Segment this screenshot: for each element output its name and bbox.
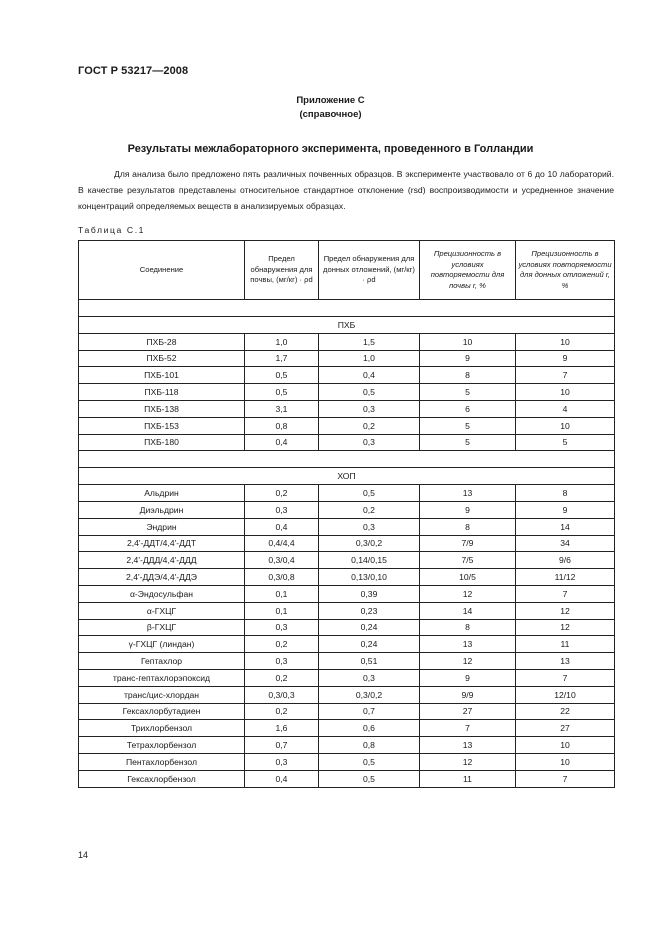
compound-cell: 2,4'-ДДТ/4,4'-ДДТ xyxy=(79,535,245,552)
value-cell: 0,39 xyxy=(319,585,420,602)
value-cell: 27 xyxy=(516,720,615,737)
value-cell: 0,3 xyxy=(245,653,319,670)
value-cell: 10 xyxy=(420,333,516,350)
table-row xyxy=(79,653,615,670)
value-cell: 8 xyxy=(420,518,516,535)
table-row xyxy=(79,485,615,502)
table-row xyxy=(79,417,615,434)
value-cell: 10 xyxy=(516,753,615,770)
value-cell: 12/10 xyxy=(516,686,615,703)
table-row xyxy=(79,585,615,602)
value-cell: 0,8 xyxy=(319,737,420,754)
column-header: Прецизионность в условиях повторяемости для почвы r, % xyxy=(420,241,516,300)
compound-cell: транс/цис-хлордан xyxy=(79,686,245,703)
value-cell: 7 xyxy=(516,669,615,686)
value-cell: 7 xyxy=(516,585,615,602)
table-row xyxy=(79,737,615,754)
value-cell: 0,2 xyxy=(245,636,319,653)
compound-cell: Диэльдрин xyxy=(79,501,245,518)
compound-cell: Пентахлорбензол xyxy=(79,753,245,770)
compound-cell: Альдрин xyxy=(79,485,245,502)
value-cell: 0,23 xyxy=(319,602,420,619)
annex-subtitle: (справочное) xyxy=(299,109,362,120)
value-cell: 0,5 xyxy=(245,384,319,401)
value-cell: 9 xyxy=(420,669,516,686)
table-body xyxy=(79,300,615,788)
compound-cell: γ-ГХЦГ (линдан) xyxy=(79,636,245,653)
table-row xyxy=(79,636,615,653)
value-cell: 5 xyxy=(420,417,516,434)
table-row xyxy=(79,669,615,686)
table-row xyxy=(79,501,615,518)
value-cell: 0,3 xyxy=(245,619,319,636)
table-row xyxy=(79,602,615,619)
annex-title: Приложение С xyxy=(296,95,365,106)
value-cell: 22 xyxy=(516,703,615,720)
compound-cell: ПХБ-153 xyxy=(79,417,245,434)
table-row xyxy=(79,400,615,417)
value-cell: 10 xyxy=(516,384,615,401)
value-cell: 0,7 xyxy=(245,737,319,754)
compound-cell: 2,4'-ДДЭ/4,4'-ДДЭ xyxy=(79,569,245,586)
table-row xyxy=(79,720,615,737)
value-cell: 5 xyxy=(516,434,615,451)
value-cell: 0,5 xyxy=(245,367,319,384)
compound-cell: ПХБ-101 xyxy=(79,367,245,384)
section-heading: Результаты межлабораторного эксперимента, проведенного в Голландии xyxy=(127,143,534,155)
table-row xyxy=(79,367,615,384)
value-cell: 0,5 xyxy=(319,753,420,770)
table-row xyxy=(79,535,615,552)
value-cell: 1,7 xyxy=(245,350,319,367)
table-header-row xyxy=(79,241,615,300)
value-cell: 0,4 xyxy=(245,434,319,451)
value-cell: 7/5 xyxy=(420,552,516,569)
value-cell: 0,1 xyxy=(245,585,319,602)
value-cell: 0,14/0,15 xyxy=(319,552,420,569)
value-cell: 9 xyxy=(516,501,615,518)
value-cell: 10 xyxy=(516,417,615,434)
value-cell: 27 xyxy=(420,703,516,720)
group-label: ПХБ xyxy=(79,316,615,333)
value-cell: 0,6 xyxy=(319,720,420,737)
value-cell: 7 xyxy=(420,720,516,737)
table-row xyxy=(79,552,615,569)
value-cell: 11 xyxy=(420,770,516,787)
value-cell: 0,5 xyxy=(319,384,420,401)
value-cell: 10/5 xyxy=(420,569,516,586)
compound-cell: ПХБ-28 xyxy=(79,333,245,350)
value-cell: 8 xyxy=(420,367,516,384)
compound-cell: ПХБ-118 xyxy=(79,384,245,401)
value-cell: 0,4 xyxy=(319,367,420,384)
value-cell: 14 xyxy=(516,518,615,535)
compound-cell: α-ГХЦГ xyxy=(79,602,245,619)
compound-cell: Гексахлорбутадиен xyxy=(79,703,245,720)
value-cell: 1,0 xyxy=(319,350,420,367)
value-cell: 0,3/0,2 xyxy=(319,686,420,703)
compound-cell: ПХБ-138 xyxy=(79,400,245,417)
value-cell: 0,4/4,4 xyxy=(245,535,319,552)
column-header: Соединение xyxy=(79,241,245,300)
value-cell: 0,3/0,4 xyxy=(245,552,319,569)
compound-cell: 2,4'-ДДД/4,4'-ДДД xyxy=(79,552,245,569)
value-cell: 12 xyxy=(420,753,516,770)
value-cell: 13 xyxy=(420,636,516,653)
value-cell: 13 xyxy=(420,485,516,502)
value-cell: 11 xyxy=(516,636,615,653)
results-table xyxy=(78,240,615,788)
table-row xyxy=(79,434,615,451)
value-cell: 0,24 xyxy=(319,619,420,636)
compound-cell: Тетрахлорбензол xyxy=(79,737,245,754)
spacer-row xyxy=(79,300,615,317)
table-row xyxy=(79,518,615,535)
page-number: 14 xyxy=(78,850,89,860)
value-cell: 7 xyxy=(516,367,615,384)
value-cell: 5 xyxy=(420,434,516,451)
value-cell: 10 xyxy=(516,333,615,350)
value-cell: 0,3 xyxy=(319,400,420,417)
group-row xyxy=(79,316,615,333)
value-cell: 0,51 xyxy=(319,653,420,670)
group-label: ХОП xyxy=(79,468,615,485)
spacer-row xyxy=(79,451,615,468)
value-cell: 12 xyxy=(420,585,516,602)
compound-cell: ПХБ-52 xyxy=(79,350,245,367)
value-cell: 9 xyxy=(516,350,615,367)
value-cell: 0,2 xyxy=(245,669,319,686)
value-cell: 34 xyxy=(516,535,615,552)
column-header: Предел обнаружения для донных отложений, (мг/кг) · ρd xyxy=(319,241,420,300)
value-cell: 0,2 xyxy=(245,485,319,502)
value-cell: 12 xyxy=(516,619,615,636)
table-caption: Таблица С.1 xyxy=(78,225,146,235)
value-cell: 9 xyxy=(420,350,516,367)
value-cell: 0,8 xyxy=(245,417,319,434)
table-row xyxy=(79,703,615,720)
table-row xyxy=(79,619,615,636)
value-cell: 0,2 xyxy=(319,417,420,434)
value-cell: 0,5 xyxy=(319,770,420,787)
table-row xyxy=(79,686,615,703)
table-row xyxy=(79,384,615,401)
value-cell: 0,3 xyxy=(245,501,319,518)
value-cell: 0,2 xyxy=(319,501,420,518)
group-row xyxy=(79,468,615,485)
value-cell: 6 xyxy=(420,400,516,417)
compound-cell: транс-гептахлорэпоксид xyxy=(79,669,245,686)
document-number: ГОСТ Р 53217—2008 xyxy=(78,65,189,77)
table-row xyxy=(79,333,615,350)
value-cell: 0,3 xyxy=(319,434,420,451)
value-cell: 0,3/0,2 xyxy=(319,535,420,552)
value-cell: 9 xyxy=(420,501,516,518)
value-cell: 0,3 xyxy=(319,518,420,535)
value-cell: 0,5 xyxy=(319,485,420,502)
value-cell: 11/12 xyxy=(516,569,615,586)
value-cell: 0,13/0,10 xyxy=(319,569,420,586)
compound-cell: Гептахлор xyxy=(79,653,245,670)
compound-cell: β-ГХЦГ xyxy=(79,619,245,636)
value-cell: 13 xyxy=(516,653,615,670)
value-cell: 9/6 xyxy=(516,552,615,569)
value-cell: 0,7 xyxy=(319,703,420,720)
value-cell: 1,5 xyxy=(319,333,420,350)
value-cell: 7/9 xyxy=(420,535,516,552)
compound-cell: Гексахлорбензол xyxy=(79,770,245,787)
value-cell: 3,1 xyxy=(245,400,319,417)
spacer-cell xyxy=(79,451,615,468)
table-row xyxy=(79,350,615,367)
column-header: Предел обнаружения для почвы, (мг/кг) · ρd xyxy=(245,241,319,300)
value-cell: 0,3 xyxy=(319,669,420,686)
table-row xyxy=(79,569,615,586)
value-cell: 12 xyxy=(516,602,615,619)
compound-cell: α-Эндосульфан xyxy=(79,585,245,602)
value-cell: 0,4 xyxy=(245,518,319,535)
value-cell: 7 xyxy=(516,770,615,787)
table-row xyxy=(79,753,615,770)
value-cell: 8 xyxy=(420,619,516,636)
value-cell: 0,3/0,8 xyxy=(245,569,319,586)
column-header: Прецизионность в условиях повторяемости для донных отложений r, % xyxy=(516,241,615,300)
value-cell: 0,4 xyxy=(245,770,319,787)
intro-paragraph-text: Для анализа было предложено пять различных почвенных образцов. В эксперименте участвовало от 6 до 10 лабораторий. В качестве результатов представлены относительное стандартное отклонение (rsd) воспроизводимости и усредненное значение концентраций определяемых веществ в анализируемых образцах. xyxy=(78,169,614,211)
compound-cell: Эндрин xyxy=(79,518,245,535)
value-cell: 0,1 xyxy=(245,602,319,619)
spacer-cell xyxy=(79,300,615,317)
value-cell: 0,3/0,3 xyxy=(245,686,319,703)
value-cell: 0,24 xyxy=(319,636,420,653)
compound-cell: ПХБ-180 xyxy=(79,434,245,451)
value-cell: 13 xyxy=(420,737,516,754)
value-cell: 9/9 xyxy=(420,686,516,703)
intro-paragraph xyxy=(78,166,614,214)
value-cell: 10 xyxy=(516,737,615,754)
value-cell: 1,6 xyxy=(245,720,319,737)
value-cell: 14 xyxy=(420,602,516,619)
table-row xyxy=(79,770,615,787)
value-cell: 12 xyxy=(420,653,516,670)
value-cell: 4 xyxy=(516,400,615,417)
value-cell: 5 xyxy=(420,384,516,401)
compound-cell: Трихлорбензол xyxy=(79,720,245,737)
value-cell: 8 xyxy=(516,485,615,502)
value-cell: 1,0 xyxy=(245,333,319,350)
value-cell: 0,3 xyxy=(245,753,319,770)
value-cell: 0,2 xyxy=(245,703,319,720)
